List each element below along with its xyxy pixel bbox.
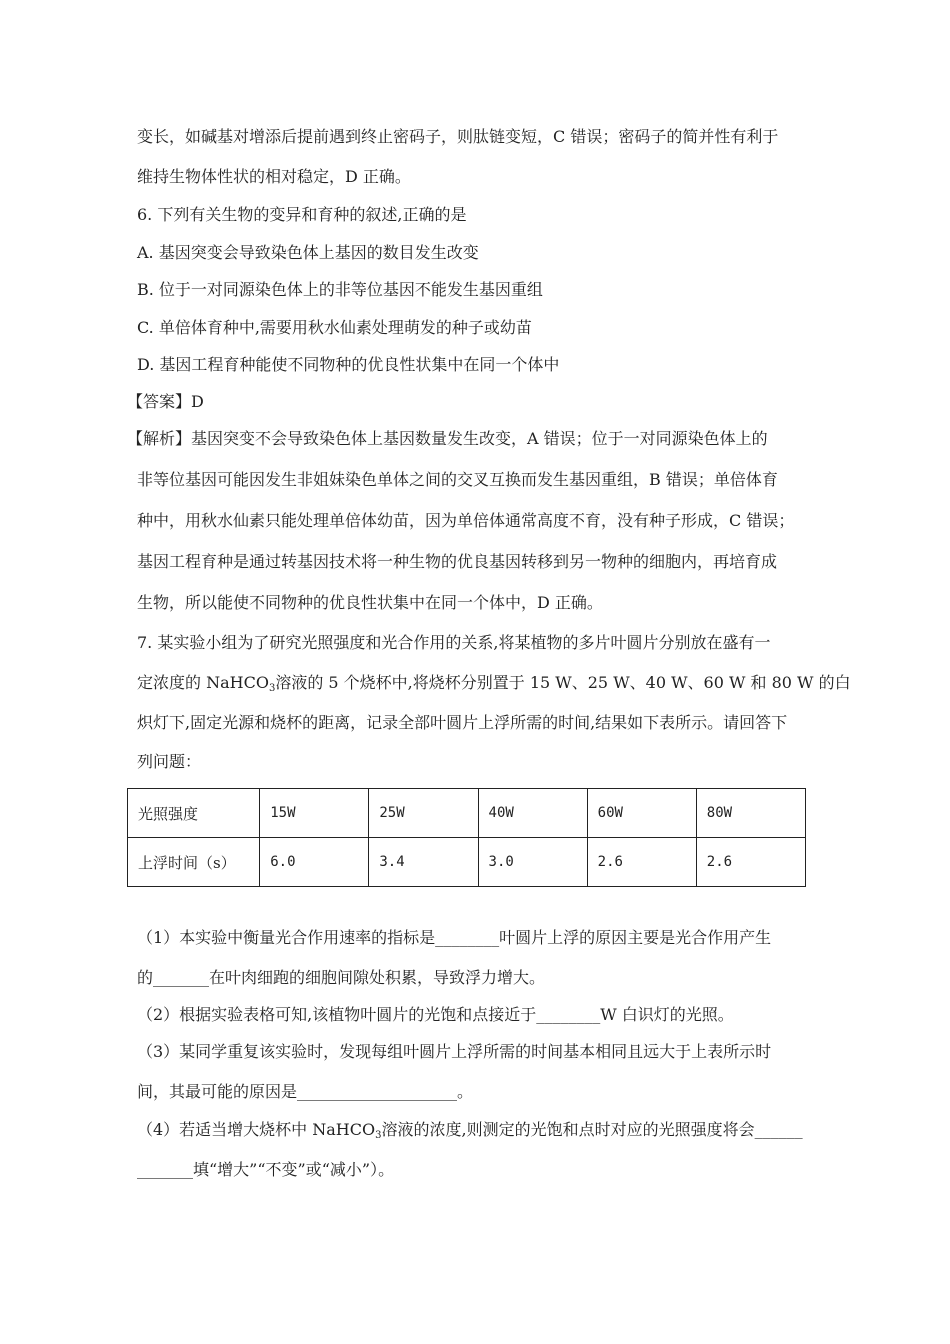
question-7-sub-2: （2）根据实验表格可知,该植物叶圆片的光饱和点接近于________W 白识灯的光照。 bbox=[137, 1005, 734, 1024]
table-cell: 3.0 bbox=[478, 838, 587, 887]
question-7-sub-1-line-2: 的_______在叶肉细跑的细胞间隙处积累，导致浮力增大。 bbox=[137, 968, 546, 987]
question-7-sub-3-line-1: （3）某同学重复该实验时，发现每组叶圆片上浮所需的时间基本相同且远大于上表所示时 bbox=[137, 1042, 772, 1061]
question-7-sub-4-line-1: （4）若适当增大烧杯中 NaHCO$_3$溶液的浓度,则测定的光饱和点时对应的光照强度将会______ bbox=[137, 1120, 803, 1141]
question-7-stem-line-3: 炽灯下,固定光源和烧杯的距离，记录全部叶圆片上浮所需的时间,结果如下表所示。请回答下 bbox=[137, 713, 788, 732]
table-cell: 2.6 bbox=[587, 838, 696, 887]
question-6-analysis-line: 种中，用秋水仙素只能处理单倍体幼苗，因为单倍体通常高度不育，没有种子形成，C 错误； bbox=[137, 511, 795, 530]
question-6-analysis-line: 生物，所以能使不同物种的优良性状集中在同一个体中，D 正确。 bbox=[137, 593, 603, 612]
table-row bbox=[128, 789, 806, 838]
question-7-sub-1-line-1: （1）本实验中衡量光合作用速率的指标是________叶圆片上浮的原因主要是光合作用产生 bbox=[137, 928, 772, 947]
question-7-stem-line-1: 7. 某实验小组为了研究光照强度和光合作用的关系,将某植物的多片叶圆片分别放在盛有一 bbox=[137, 633, 771, 652]
table-cell: 6.0 bbox=[260, 838, 369, 887]
table-cell: 3.4 bbox=[369, 838, 478, 887]
question-6-stem: 6. 下列有关生物的变异和育种的叙述,正确的是 bbox=[137, 205, 467, 224]
question-6-option-b: B. 位于一对同源染色体上的非等位基因不能发生基因重组 bbox=[137, 280, 543, 299]
question-6-analysis-line: 基因工程育种是通过转基因技术将一种生物的优良基因转移到另一物种的细胞内，再培育成 bbox=[137, 552, 778, 571]
table-cell: 40W bbox=[478, 789, 587, 838]
continuation-line-2: 维持生物体性状的相对稳定，D 正确。 bbox=[137, 167, 411, 186]
table-cell: 60W bbox=[587, 789, 696, 838]
question-6-option-c: C. 单倍体育种中,需要用秋水仙素处理萌发的种子或幼苗 bbox=[137, 318, 532, 337]
question-6-option-a: A. 基因突变会导致染色体上基因的数目发生改变 bbox=[137, 243, 479, 262]
table-cell: 15W bbox=[260, 789, 369, 838]
continuation-line-1: 变长，如碱基对增添后提前遇到终止密码子，则肽链变短，C 错误；密码子的简并性有利于 bbox=[137, 127, 779, 146]
question-7-sub-4-line-2: _______填“增大”“不变”或“减小”）。 bbox=[137, 1160, 395, 1179]
question-6-option-d: D. 基因工程育种能使不同物种的优良性状集中在同一个体中 bbox=[137, 355, 560, 374]
question-6-analysis-line: 【解析】基因突变不会导致染色体上基因数量发生改变，A 错误；位于一对同源染色体上的 bbox=[127, 429, 768, 448]
question-7-sub-3-line-2: 间，其最可能的原因是____________________。 bbox=[137, 1082, 474, 1101]
question-6-analysis-line: 非等位基因可能因发生非姐妹染色单体之间的交叉互换而发生基因重组，B 错误；单倍体育 bbox=[137, 470, 778, 489]
question-6-answer: 【答案】D bbox=[127, 392, 204, 411]
question-7-stem-line-4: 列问题： bbox=[137, 752, 202, 771]
table-cell: 80W bbox=[696, 789, 805, 838]
table-cell: 2.6 bbox=[696, 838, 805, 887]
table-cell: 光照强度 bbox=[128, 789, 260, 838]
table-row bbox=[128, 838, 806, 887]
table-cell: 25W bbox=[369, 789, 478, 838]
table-cell: 上浮时间（s） bbox=[128, 838, 260, 887]
data-table bbox=[127, 788, 806, 887]
question-7-stem-line-2: 定浓度的 NaHCO$_3$溶液的 5 个烧杯中,将烧杯分别置于 15 W、25 W、40 W、60 W 和 80 W 的白 bbox=[137, 673, 851, 694]
